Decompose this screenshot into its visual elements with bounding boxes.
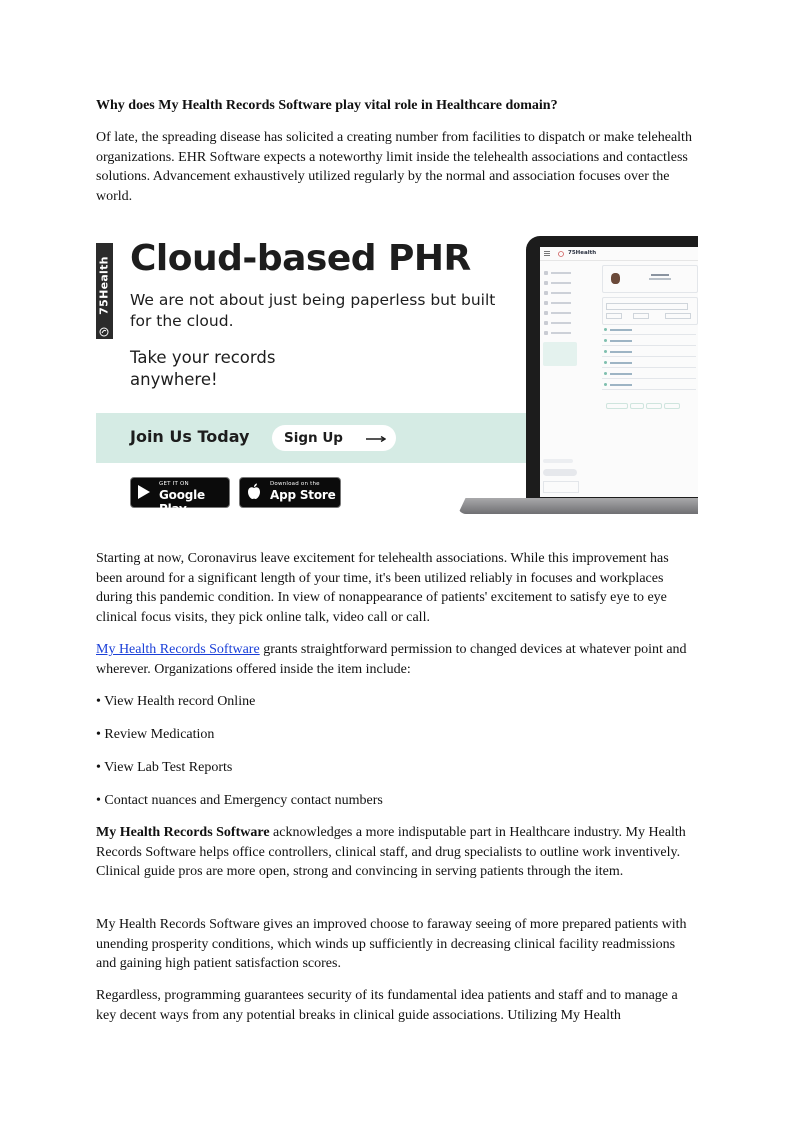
laptop-screen [540, 247, 698, 497]
paragraph-software-access [96, 640, 698, 679]
software-link[interactable]: My Health Records Software [96, 642, 260, 657]
list-item: • View Health record Online [96, 694, 256, 709]
record-row [602, 360, 696, 368]
app-store-small-text: Download on the [270, 481, 320, 487]
promo-banner [96, 236, 698, 516]
app-store-text: App Store [270, 488, 336, 502]
sign-up-button[interactable] [272, 425, 396, 451]
chat-bubble [543, 469, 577, 476]
sidebar-item [544, 331, 572, 335]
record-row [602, 338, 696, 346]
list-item: • Review Medication [96, 727, 215, 742]
join-us-text: Join Us Today [130, 427, 250, 446]
paragraph-role [96, 823, 698, 882]
record-row [602, 382, 696, 390]
google-play-icon [137, 484, 151, 500]
sidebar-item [544, 271, 572, 275]
list-item: • Contact nuances and Emergency contact numbers [96, 793, 383, 808]
paragraph-security: Regardless, programming guarantees security of its fundamental idea patients and staff and to manage a key decent ways from any potential breaks in clinical guide associations. Utilizing My Health [96, 988, 678, 1023]
banner-tagline: Take your records anywhere! [130, 348, 276, 389]
menu-icon [544, 251, 550, 256]
paragraph-coronavirus: Starting at now, Coronavirus leave excitement for telehealth associations. While this improvement has been around for a significant length of your time, it's been utilized reliably in focuses and workplaces during this pandemic condition. In view of nonappearance of patients' excitement to satisfy eye to eye clinical focus visits, they pick online talk, video call or call. [96, 551, 669, 625]
google-play-small-text: GET IT ON [159, 481, 189, 487]
action-buttons [606, 403, 696, 408]
google-play-text: Google Play [159, 488, 205, 516]
sidebar-item [544, 311, 572, 315]
record-row [602, 327, 696, 335]
sidebar-item [544, 321, 572, 325]
app-store-badge[interactable] [239, 477, 341, 508]
sign-up-label: Sign Up [284, 430, 343, 446]
apple-icon [247, 483, 261, 500]
chat-input [543, 481, 579, 493]
sidebar-item [544, 301, 572, 305]
paragraph-role-bold: My Health Records Software [96, 825, 270, 840]
app-logo-icon [558, 251, 564, 257]
brand-logo [96, 243, 113, 339]
record-row [602, 349, 696, 357]
banner-subtitle: We are not about just being paperless but built for the cloud. [130, 291, 496, 330]
profile-card [602, 265, 698, 293]
laptop-mockup [458, 236, 698, 516]
laptop-base [458, 498, 698, 514]
sidebar-notice [543, 342, 577, 366]
paragraph-monitoring: My Health Records Software gives an improved choose to faraway seeing of more prepared patients with unending prosperity conditions, which winds up sufficiently in decreasing clinical facility readmissions and gaining high patient satisfaction scores. [96, 917, 687, 971]
info-card [602, 297, 698, 325]
google-play-badge[interactable] [130, 477, 230, 516]
sidebar-item [544, 291, 572, 295]
avatar [611, 273, 620, 284]
brand-logo-text: 75Health [97, 256, 111, 315]
intro-paragraph: Of late, the spreading disease has solicited a creating number from facilities to dispatch or make telehealth organizations. EHR Software expects a noteworthy limit inside the telehealth associations and contactless solutions. Advancement exhaustively utilized regularly by the normal and association focuses over the world. [96, 130, 692, 204]
paragraph-software-access-text: grants straightforward permission to changed devices at whatever point and wherever. Organizations offered inside the item include: [96, 642, 687, 677]
paragraph-role-text: acknowledges a more indisputable part in Healthcare industry. My Health Records Software helps office controllers, clinical staff, and drug specialists to outline work inventively. Clinical guide pros are more open, strong and convincing in serving patients through the item. [96, 825, 686, 879]
app-header [540, 247, 698, 261]
banner-title: Cloud-based PHR [130, 238, 471, 279]
chat-label [543, 459, 573, 463]
article-heading: Why does My Health Records Software play vital role in Healthcare domain? [96, 98, 558, 113]
sidebar-item [544, 281, 572, 285]
brand-mark-icon [99, 327, 109, 337]
app-brand: 75Health [568, 250, 597, 256]
arrow-right-icon [366, 436, 386, 442]
record-row [602, 371, 696, 379]
list-item: • View Lab Test Reports [96, 760, 233, 775]
